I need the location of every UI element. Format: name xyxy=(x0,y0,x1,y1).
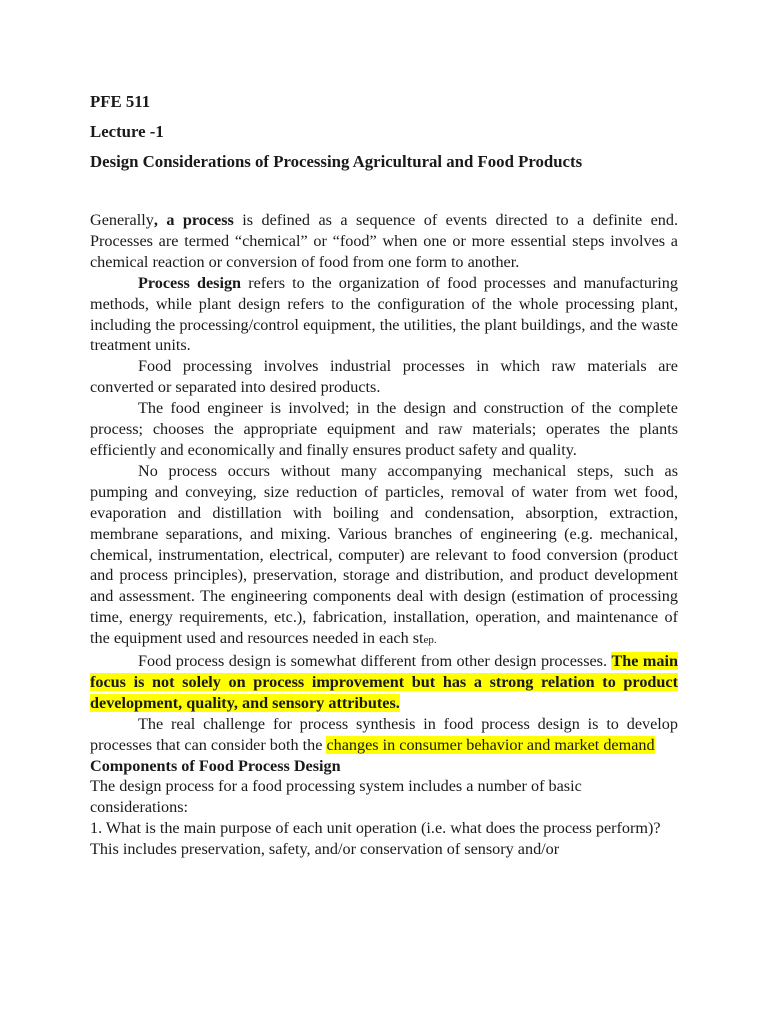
text-step-suffix: ep. xyxy=(423,634,437,647)
paragraph-process-definition xyxy=(90,210,678,273)
list-item-1: 1. What is the main purpose of each unit operation (i.e. what does the process perform)? This includes preservation, safety, and/or conservation of sensory and/or xyxy=(90,819,661,859)
text-mechanical-steps: No process occurs without many accompanying mechanical steps, such as pumping and conveying, size reduction of particles, removal of water from wet food, evaporation and distillation with boiling and condensation, absorption, extraction, membrane separations, and mixing. Various branches of engineering (e.g. mechanical, chemical, instrumentation, electrical, computer) are relevant to food conversion (product and process principles), preservation, storage and distribution, and product development and assessment. The engineering components deal with design (estimation of processing time, energy requirements, etc.), fabrication, installation, operation, and maintenance of the equipment used and resources needed in each st xyxy=(90,461,678,648)
paragraph-food-engineer: The food engineer is involved; in the design and construction of the complete process; chooses the appropriate equipment and raw materials; operates the plants efficiently and economically and finally ensures product safety and quality. xyxy=(90,399,678,459)
highlighted-consumer-behavior: changes in consumer behavior and market demand xyxy=(326,735,655,754)
text-generally: Generally xyxy=(90,211,154,229)
document-page xyxy=(90,92,678,860)
lecture-number: Lecture -1 xyxy=(90,122,164,141)
paragraph-real-challenge xyxy=(90,714,678,756)
document-title: Design Considerations of Processing Agricultural and Food Products xyxy=(90,152,583,171)
course-code: PFE 511 xyxy=(90,92,151,111)
section-heading: Components of Food Process Design xyxy=(90,756,341,775)
highlighted-main-focus: The main focus is not solely on process improvement but has a strong relation to product development, quality, and sensory attributes. xyxy=(90,652,678,712)
text-process-definition: is defined as a sequence of events directed to a definite end. Processes are termed “chemical” or “food” when one or more essential steps involves a chemical reaction or conversion of food from one form to another. xyxy=(90,211,678,271)
term-a-process: , a process xyxy=(153,211,234,229)
paragraph-food-process-design xyxy=(90,651,678,714)
term-process-design: Process design xyxy=(138,273,242,292)
paragraph-food-processing: Food processing involves industrial processes in which raw materials are converted or separated into desired products. xyxy=(90,357,678,397)
paragraph-basic-considerations: The design process for a food processing system includes a number of basic considerations: xyxy=(90,777,582,817)
text-food-process-design: Food process design is somewhat different from other design processes. xyxy=(138,652,612,671)
paragraph-process-design xyxy=(90,273,678,357)
paragraph-mechanical-steps xyxy=(90,461,678,651)
text-real-challenge: The real challenge for process synthesis in food process design is to develop processes that can consider both the xyxy=(90,714,678,754)
text-process-design: refers to the organization of food processes and manufacturing methods, while plant design refers to the configuration of the whole processing plant, including the processing/control equipment, the utilities, the plant buildings, and the waste treatment units. xyxy=(90,273,678,355)
